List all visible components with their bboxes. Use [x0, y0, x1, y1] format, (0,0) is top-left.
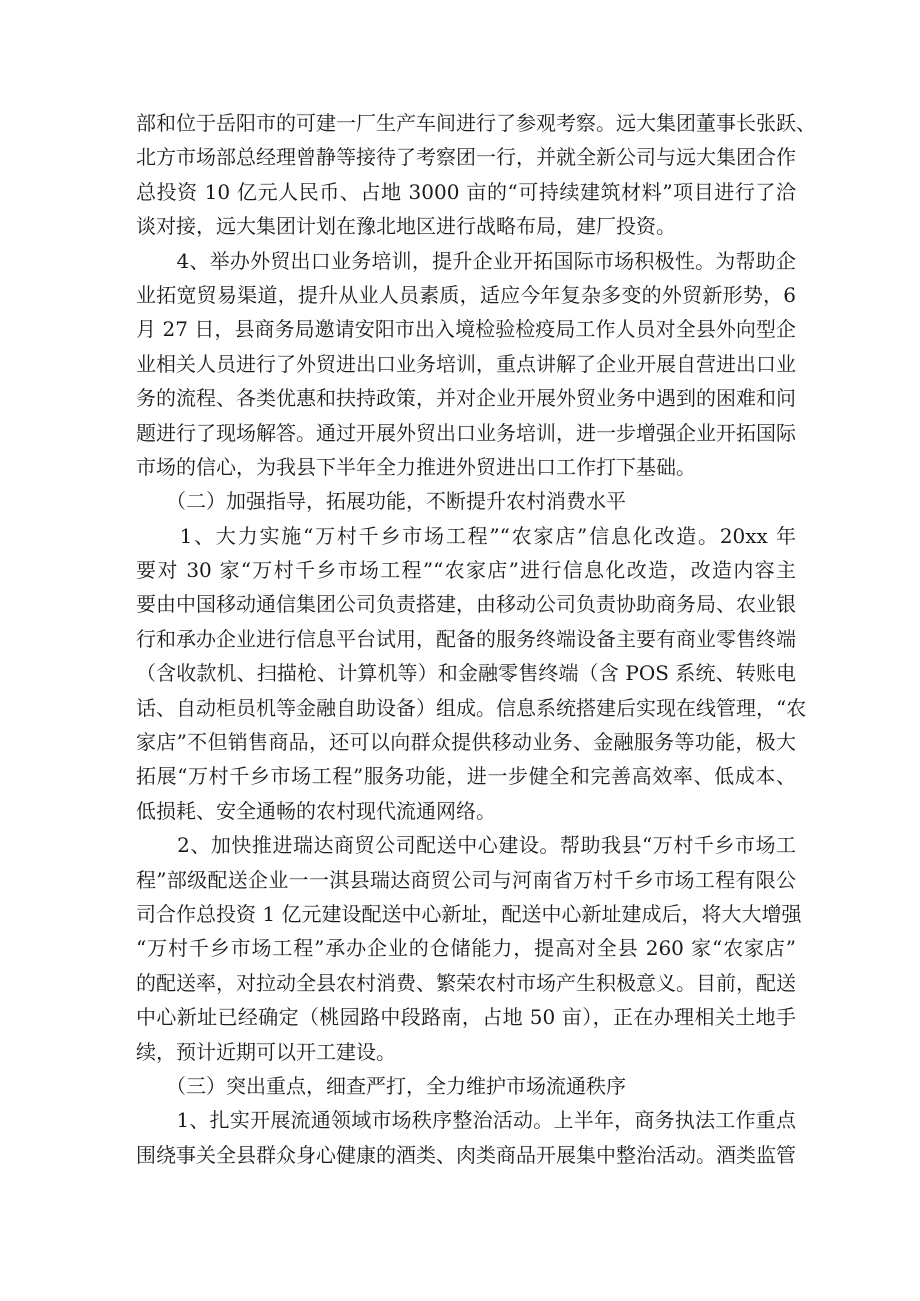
- paragraph-line: 市场的信心，为我县下半年全力推进外贸进出口工作打下基础。: [136, 454, 696, 479]
- paragraph-line: 业拓宽贸易渠道，提升从业人员素质，适应今年复杂多变的外贸新形势，6: [136, 282, 796, 307]
- paragraph-line: 行和承办企业进行信息平台试用，配备的服务终端设备主要有商业零售终端: [136, 626, 796, 651]
- paragraph-line: 务的流程、各类优惠和扶持政策，并对企业开展外贸业务中遇到的困难和问: [136, 386, 796, 411]
- paragraph-line: 部和位于岳阳市的可建一厂生产车间进行了参观考察。远大集团董事长张跃、: [136, 111, 816, 135]
- paragraph-line: 业相关人员进行了外贸进出口业务培训，重点讲解了企业开展自营进出口业: [136, 351, 796, 376]
- paragraph-line: 低损耗、安全通畅的农村现代流通网络。: [136, 798, 496, 823]
- paragraph-line: 程”部级配送企业一一淇县瑞达商贸公司与河南省万村千乡市场工程有限公: [136, 867, 796, 892]
- paragraph-line: 司合作总投资 1 亿元建设配送中心新址，配送中心新址建成后，将大大增强: [136, 901, 802, 926]
- paragraph-line: 1、大力实施“万村千乡市场工程”“农家店”信息化改造。20xx 年: [136, 523, 796, 548]
- paragraph-line: 拓展“万村千乡市场工程”服务功能，进一步健全和完善高效率、低成本、: [136, 764, 796, 789]
- paragraph-line: 总投资 10 亿元人民币、占地 3000 亩的“可持续建筑材料”项目进行了洽: [136, 179, 796, 204]
- paragraph-line: 1、扎实开展流通领域市场秩序整治活动。上半年，商务执法工作重点: [136, 1108, 796, 1133]
- paragraph-line: 北方市场部总经理曾静等接待了考察团一行，并就全新公司与远大集团合作: [136, 145, 796, 170]
- paragraph-line: 话、自动柜员机等金融自助设备）组成。信息系统搭建后实现在线管理，“农: [136, 695, 807, 720]
- paragraph-line: 2、加快推进瑞达商贸公司配送中心建设。帮助我县“万村千乡市场工: [136, 833, 796, 858]
- paragraph-line: 题进行了现场解答。通过开展外贸出口业务培训，进一步增强企业开拓国际: [136, 420, 796, 445]
- paragraph-line: 的配送率，对拉动全县农村消费、繁荣农村市场产生积极意义。目前，配送: [136, 970, 796, 995]
- document-body: [136, 106, 816, 1172]
- paragraph-line: 要由中国移动通信集团公司负责搭建，由移动公司负责协助商务局、农业银: [136, 592, 796, 617]
- paragraph-line: 要对 30 家“万村千乡市场工程”“农家店”进行信息化改造，改造内容主: [136, 558, 796, 583]
- paragraph-line: “万村千乡市场工程”承办企业的仓储能力，提高对全县 260 家“农家店”: [136, 936, 796, 961]
- paragraph-line: 围绕事关全县群众身心健康的酒类、肉类商品开展集中整治活动。酒类监管: [136, 1142, 796, 1167]
- section-heading: （三）突出重点，细查严打，全力维护市场流通秩序: [136, 1073, 626, 1098]
- paragraph-line: 续，预计近期可以开工建设。: [136, 1039, 396, 1064]
- paragraph-line: 谈对接，远大集团计划在豫北地区进行战略布局，建厂投资。: [136, 214, 676, 239]
- paragraph-line: 4、举办外贸出口业务培训，提升企业开拓国际市场积极性。为帮助企: [136, 248, 796, 273]
- paragraph-line: 中心新址已经确定（桃园路中段路南，占地 50 亩），正在办理相关土地手: [136, 1005, 796, 1030]
- paragraph-line: 月 27 日，县商务局邀请安阳市出入境检验检疫局工作人员对全县外向型企: [136, 317, 796, 342]
- paragraph-line: 家店”不但销售商品，还可以向群众提供移动业务、金融服务等功能，极大: [136, 730, 796, 755]
- paragraph-line: （含收款机、扫描枪、计算机等）和金融零售终端（含 POS 系统、转账电: [136, 661, 796, 686]
- section-heading: （二）加强指导，拓展功能，不断提升农村消费水平: [136, 489, 626, 514]
